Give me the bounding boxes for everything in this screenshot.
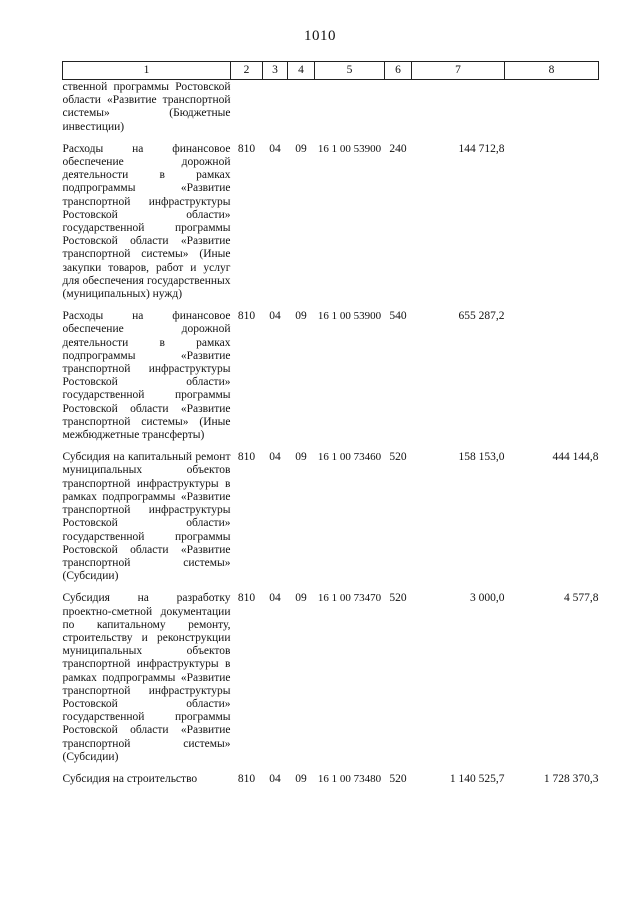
table-row [63,449,599,590]
amount-year-2: 444 144,8 [552,451,599,464]
subsection-code: 09 [295,592,307,605]
amount-year-2: 1 728 370,3 [543,772,599,785]
ministry-code: 810 [237,142,256,155]
row-description: Расходы на финансовое обеспечение дорожной деятельности в рамках подпрограммы «Развитие транспортной инфраструктуры Ростовской области» государственной программы Ростовской области «Развитие транспортной системы» (Иные закупки товаров, работ и услуг для обеспечения государственных (муниципальных) нужд) [62,142,231,301]
amount-year-2 [505,141,599,308]
amount-year-1: 158 153,0 [458,451,505,464]
target-article-code: 16 1 00 73460 [317,451,382,464]
table-row [63,771,599,793]
column-header: 1 [63,62,231,80]
amount-year-2 [505,308,599,449]
target-article-code: 16 1 00 53900 [317,142,382,155]
ministry-code: 810 [237,592,256,605]
amount-year-1: 1 140 525,7 [449,772,505,785]
expense-type-code: 520 [389,772,407,785]
subsection-code: 09 [295,451,307,464]
column-header: 8 [505,62,599,80]
section-code: 04 [269,310,281,323]
page-number: 1010 [304,28,336,44]
expense-type-code [385,80,412,141]
subsection-code: 09 [295,142,307,155]
column-header: 5 [315,62,385,80]
section-code: 04 [269,772,281,785]
amount-year-2 [505,80,599,141]
column-header: 4 [288,62,315,80]
ministry-code: 810 [237,310,256,323]
column-header: 2 [231,62,263,80]
amount-year-1 [412,80,505,141]
subsection-code: 09 [295,310,307,323]
table-row [63,308,599,449]
table-header-row [63,62,599,80]
row-description: Субсидия на капитальный ремонт муниципальных объектов транспортной инфраструктуры в рамках подпрограммы «Развитие транспортной инфраструктуры Ростовской области» государственной программы Ростовской области «Развитие транспортной системы» (Субсидии) [62,451,231,583]
section-code: 04 [269,142,281,155]
target-article-code: 16 1 00 73480 [317,772,382,785]
target-article-code: 16 1 00 73470 [317,592,382,605]
expense-type-code: 540 [389,310,407,323]
expense-type-code: 520 [389,592,407,605]
row-description: ственной программы Ростовской области «Развитие транспортной системы» (Бюджетные инвестиции) [62,81,231,133]
target-article-code [315,80,385,141]
column-header: 7 [412,62,505,80]
expense-type-code: 240 [389,142,407,155]
table-row [63,590,599,771]
section-code [263,80,288,141]
column-header: 3 [263,62,288,80]
ministry-code [231,80,263,141]
amount-year-1: 144 712,8 [458,142,505,155]
table-row [63,80,599,141]
section-code: 04 [269,451,281,464]
section-code: 04 [269,592,281,605]
amount-year-1: 3 000,0 [470,592,505,605]
amount-year-1: 655 287,2 [458,310,505,323]
expense-type-code: 520 [389,451,407,464]
ministry-code: 810 [237,772,256,785]
amount-year-2: 4 577,8 [564,592,599,605]
column-header: 6 [385,62,412,80]
ministry-code: 810 [237,451,256,464]
row-description: Субсидия на разработку проектно-сметной документации по капитальному ремонту, строительству и реконструкции муниципальных объектов транспортной инфраструктуры в рамках подпрограммы «Развитие транспортной инфраструктуры Ростовской области» государственной программы Ростовской области «Развитие транспортной системы» (Субсидии) [62,592,231,763]
row-description: Субсидия на строительство [62,772,198,785]
budget-table [62,61,599,793]
row-description: Расходы на финансовое обеспечение дорожной деятельности в рамках подпрограммы «Развитие транспортной инфраструктуры Ростовской области» государственной программы Ростовской области «Развитие транспортной системы» (Иные межбюджетные трансферты) [62,310,231,442]
subsection-code [288,80,315,141]
subsection-code: 09 [295,772,307,785]
table-row [63,141,599,308]
target-article-code: 16 1 00 53900 [317,310,382,323]
